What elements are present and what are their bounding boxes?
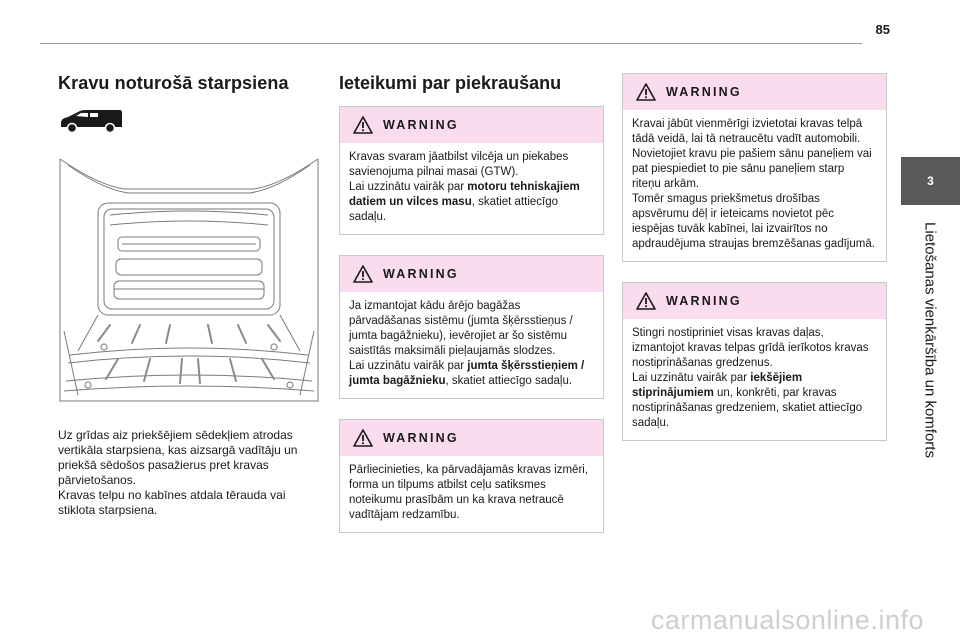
- warning-triangle-icon: [353, 116, 373, 134]
- warning-sentence: Kravai jābūt vienmērīgi izvietotai kravas telpā tādā veidā, lai tā netraucētu vadīt automobili.: [632, 118, 863, 145]
- chapter-number: 3: [927, 174, 934, 188]
- warning-title: WARNING: [383, 431, 459, 445]
- warning-triangle-icon: [636, 83, 656, 101]
- warning-sentence: un, konkrēti, par kravas nostiprināšanas gredzeniem, skatiet attiecīgo sadaļu.: [632, 387, 863, 429]
- warning-title: WARNING: [383, 118, 459, 132]
- warning-box: [622, 73, 887, 262]
- chapter-tab[interactable]: [901, 157, 960, 205]
- warning-text: [340, 456, 603, 532]
- chapter-title-vertical: [900, 205, 960, 475]
- warning-header: [623, 283, 886, 319]
- warning-text: [340, 143, 603, 234]
- warning-sentence: Novietojiet kravu pie pašiem sānu paneļiem vai pat piespiediet to pie sānu paneļiem starp riteņu arkām.: [632, 148, 872, 190]
- warning-box: [339, 106, 604, 235]
- middle-column: [339, 73, 604, 553]
- warning-box: [339, 419, 604, 533]
- watermark: carmanualsonline.info: [650, 605, 924, 635]
- partition-description: Uz grīdas aiz priekšējiem sēdekļiem atrodas vertikāla starpsiena, kas aizsargā vadītāju un priekšā sēdošos pasažierus pret kravas pārvietošanos. Kravas telpu no kabīnes atdala tērauda vai stiklota starpsiena.: [58, 428, 298, 517]
- warning-title: WARNING: [666, 294, 742, 308]
- section-heading-loading: Ieteikumi par piekraušanu: [339, 73, 562, 93]
- warning-box: [339, 255, 604, 399]
- warning-triangle-icon: [353, 429, 373, 447]
- warning-sentence: , skatiet attiecīgo sadaļu.: [349, 196, 559, 223]
- section-heading-partition: Kravu noturošā starpsiena: [58, 73, 289, 93]
- warning-text: [340, 292, 603, 398]
- page-number: 85: [875, 22, 890, 37]
- warning-title: WARNING: [383, 267, 459, 281]
- left-column: [58, 73, 320, 518]
- warning-sentence: Lai uzzinātu vairāk par: [632, 372, 751, 384]
- chapter-title: Lietošanas vienkāršība un komforts: [921, 222, 939, 458]
- warning-header: [340, 256, 603, 292]
- warning-text: [623, 110, 886, 261]
- warning-triangle-icon: [353, 265, 373, 283]
- warning-text: [623, 319, 886, 440]
- cross-reference: motoru tehniskajiem datiem un vilces masu: [349, 181, 580, 208]
- warning-triangle-icon: [636, 292, 656, 310]
- warning-sentence: Pārliecinieties, ka pārvadājamās kravas izmēri, forma un tilpums atbilst ceļu satiksmes noteikumu prasībām un ka krava netraucē vadītājam redzamību.: [349, 464, 589, 521]
- warning-box: [622, 282, 887, 441]
- cross-reference: iekšējiem stiprinājumiem: [632, 372, 803, 399]
- header-divider: [40, 43, 862, 44]
- warning-sentence: Ja izmantojat kādu ārējo bagāžas pārvadāšanas sistēmu (jumta šķērsstieņus / jumta bagāžnieku), ievērojiet ar šo sistēmu saistītās maksimāli pieļaujamās slodzes.: [349, 300, 573, 357]
- warning-sentence: Stingri nostipriniet visas kravas daļas, izmantojot kravas telpas grīdā ierīkotos kravas nostiprināšanas gredzenus.: [632, 327, 869, 369]
- warning-sentence: Lai uzzinātu vairāk par: [349, 181, 468, 193]
- van-silhouette-icon: [58, 108, 124, 134]
- warning-header: [623, 74, 886, 110]
- right-column: [622, 73, 887, 461]
- warning-sentence: Tomēr smagus priekšmetus drošības apsvērumu dēļ ir ieteicams novietot pēc iespējas tuvāk kabīnei, lai izvairītos no apdraudējuma straujas bremzēšanas gadījumā.: [632, 193, 875, 250]
- warning-sentence: Kravas svaram jāatbilst vilcēja un piekabes savienojuma pilnai masai (GTW).: [349, 151, 569, 178]
- warning-sentence: Lai uzzinātu vairāk par: [349, 360, 468, 372]
- warning-title: WARNING: [666, 85, 742, 99]
- warning-sentence: , skatiet attiecīgo sadaļu.: [445, 375, 573, 387]
- cross-reference: jumta šķērsstieņiem / jumta bagāžnieku: [349, 360, 585, 387]
- warning-header: [340, 420, 603, 456]
- warning-header: [340, 107, 603, 143]
- cargo-partition-illustration: [58, 155, 320, 407]
